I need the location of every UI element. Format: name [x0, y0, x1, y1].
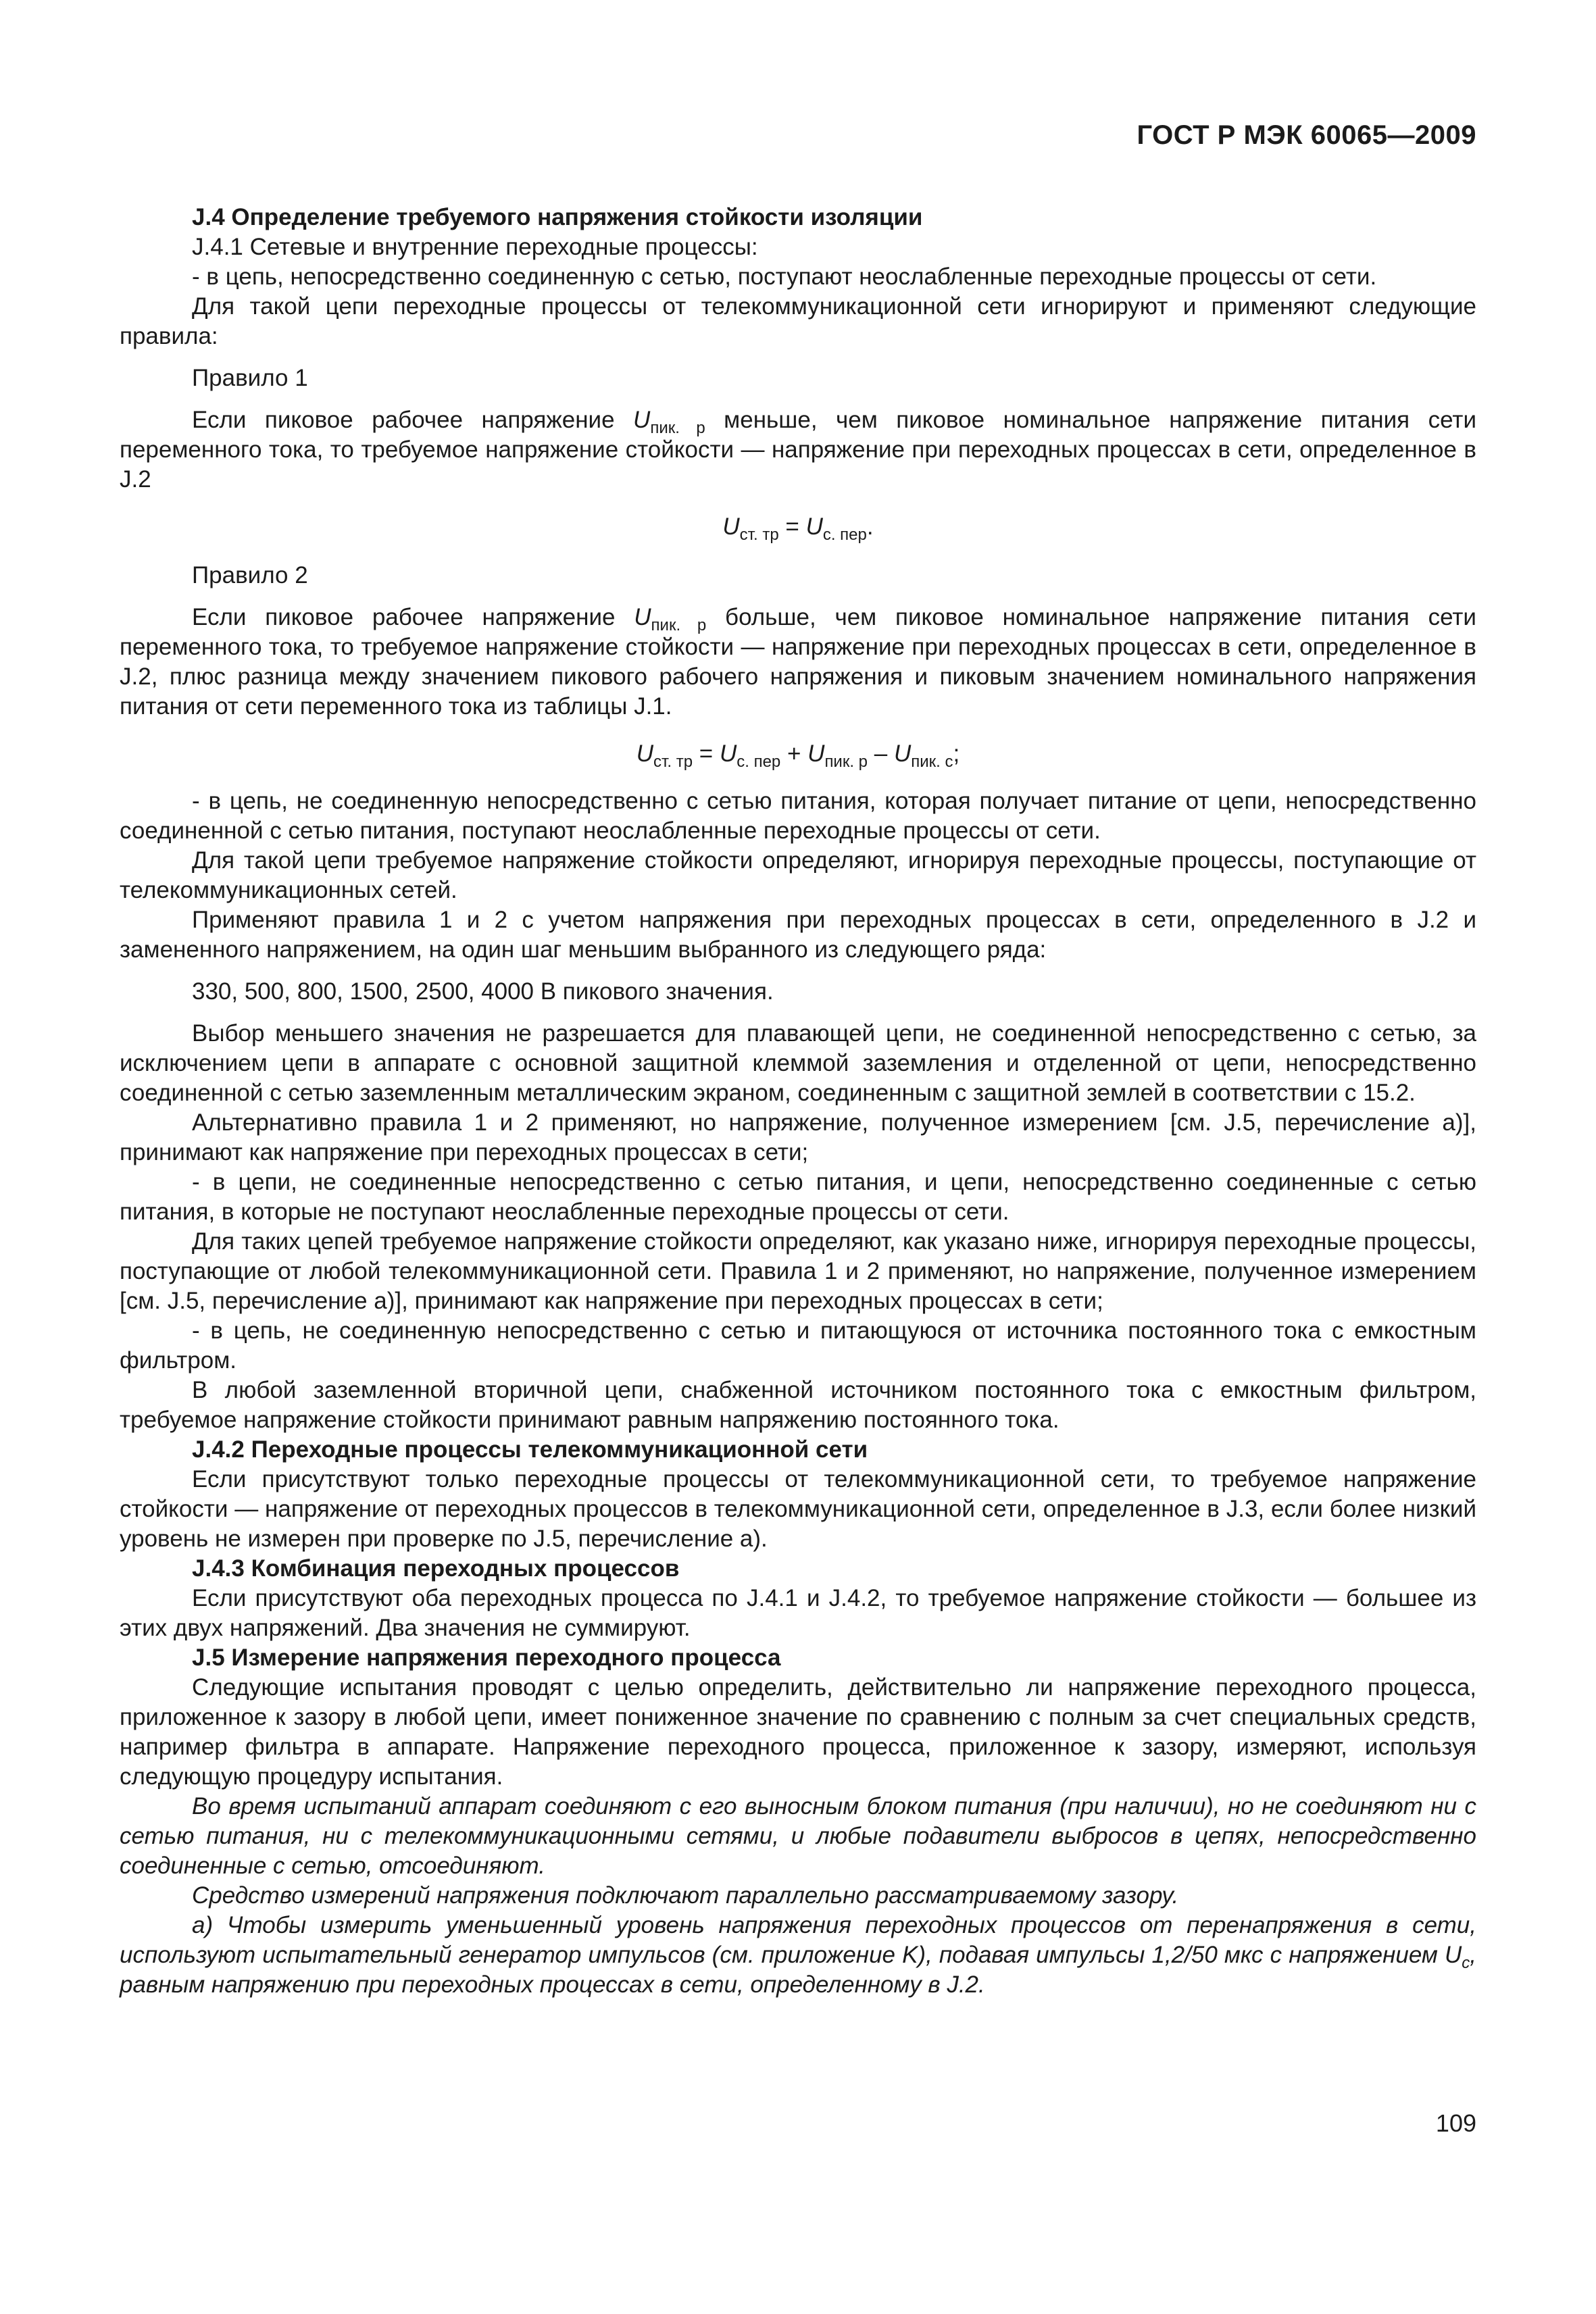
paragraph: Применяют правила 1 и 2 с учетом напряжения при переходных процессах в сети, определенного в J.2 и замененного напряжением, на один шаг меньшим выбранного из следующего ряда: [120, 907, 1476, 963]
rule-1-label: Правило 1 [192, 365, 308, 391]
paragraph: - в цепи, не соединенные непосредственно с сетью питания, и цепи, непосредственно соединенные с сетью питания, в которые не поступают неослабленные переходные процессы от сети. [120, 1169, 1476, 1225]
subsection-j41-title: J.4.1 Сетевые и внутренние переходные процессы: [192, 234, 758, 260]
italic-paragraph: Во время испытаний аппарат соединяют с его выносным блоком питания (при наличии), но не соединяют ни с сетью питания, ни с телекоммуникационными сетями, и любые подавители выбросов в цепях, непосредственно соединенные с сетью, отсоединяют. [120, 1793, 1476, 1879]
paragraph: - в цепь, непосредственно соединенную с сетью, поступают неослабленные переходные процессы от сети. [192, 263, 1377, 290]
paragraph: Если присутствуют только переходные процессы от телекоммуникационной сети, то требуемое напряжение стойкости — напряжение от переходных процессов в телекоммуникационной сети, определенное в J.3, если более низкий уровень не измерен при проверке по J.5, перечисление а). [120, 1466, 1476, 1552]
subsection-j43-title: J.4.3 Комбинация переходных процессов [192, 1555, 680, 1582]
paragraph: Альтернативно правила 1 и 2 применяют, но напряжение, полученное измерением [см. J.5, перечисление а)], принимают как напряжение при переходных процессах в сети; [120, 1109, 1476, 1165]
rule-1-text: Если пиковое рабочее напряжение $U_{пик. р}$ меньше, чем пиковое номинальное напряжение питания сети переменного тока, то требуемое напряжение стойкости — напряжение при переходных процессах в сети, определенное в J.2 [120, 407, 1476, 493]
rule-2-label: Правило 2 [192, 562, 308, 588]
paragraph: Если присутствуют оба переходных процесса по J.4.1 и J.4.2, то требуемое напряжение стойкости — большее из этих двух напряжений. Два значения не суммируют. [120, 1585, 1476, 1641]
formula-2: $U_{ст. тр} = U_{с. пер} + U_{пик. р} - U_{пик. с}$; [636, 740, 960, 771]
paragraph: В любой заземленной вторичной цепи, снабженной источником постоянного тока с емкостным фильтром, требуемое напряжение стойкости принимают равным напряжению постоянного тока. [120, 1377, 1476, 1433]
voltage-series: 330, 500, 800, 1500, 2500, 4000 В пикового значения. [192, 978, 774, 1005]
page-number: 109 [1435, 2109, 1476, 2137]
section-j5-title: J.5 Измерение напряжения переходного процесса [192, 1644, 781, 1671]
rule-2-text: Если пиковое рабочее напряжение $U_{пик. р}$ больше, чем пиковое номинальное напряжение питания сети переменного тока, то требуемое напряжение стойкости — напряжение при переходных процессах в сети, определенное в J.2, плюс разница между значением пикового рабочего напряжения и пиковым значением номинального напряжения питания от сети переменного тока из таблицы J.1. [120, 604, 1476, 720]
standard-header: ГОСТ Р МЭК 60065—2009 [1137, 120, 1476, 150]
paragraph: - в цепь, не соединенную непосредственно с сетью и питающуюся от источника постоянного тока с емкостным фильтром. [120, 1317, 1476, 1374]
section-j4-title: J.4 Определение требуемого напряжения стойкости изоляции [192, 204, 923, 230]
italic-paragraph: а) Чтобы измерить уменьшенный уровень напряжения переходных процессов от перенапряжения в сети, используют испытательный генератор импульсов (см. приложение K), подавая импульсы 1,2/50 мкс с напряжением $U_с$, равным напряжению при переходных процессах в сети, определенному в J.2. [120, 1912, 1476, 1998]
paragraph: Для таких цепей требуемое напряжение стойкости определяют, как указано ниже, игнорируя переходные процессы, поступающие от любой телекоммуникационной сети. Правила 1 и 2 применяют, но напряжение, полученное измерением [см. J.5, перечисление а)], принимают как напряжение при переходных процессах в сети; [120, 1228, 1476, 1314]
paragraph: Для такой цепи переходные процессы от телекоммуникационной сети игнорируют и применяют следующие правила: [120, 293, 1476, 349]
paragraph: Выбор меньшего значения не разрешается для плавающей цепи, не соединенной непосредственно с сетью, за исключением цепи в аппарате с основной защитной клеммой заземления и отделенной от цепи, непосредственно соединенной с сетью заземленным металлическим экраном, соединенным с защитной землей в соответствии с 15.2. [120, 1020, 1476, 1106]
paragraph: Для такой цепи требуемое напряжение стойкости определяют, игнорируя переходные процессы, поступающие от телекоммуникационных сетей. [120, 847, 1476, 903]
italic-paragraph: Средство измерений напряжения подключают параллельно рассматриваемому зазору. [192, 1882, 1179, 1909]
subsection-j42-title: J.4.2 Переходные процессы телекоммуникационной сети [192, 1436, 868, 1463]
formula-1: $U_{ст. тр} = U_{с. пер}$. [722, 513, 874, 544]
body-text [120, 203, 1476, 2000]
paragraph: - в цепь, не соединенную непосредственно с сетью питания, которая получает питание от цепи, непосредственно соединенной с сетью питания, поступают неослабленные переходные процессы от сети. [120, 788, 1476, 844]
paragraph: Следующие испытания проводят с целью определить, действительно ли напряжение переходного процесса, приложенное к зазору в любой цепи, имеет пониженное значение по сравнению с полным за счет специальных средств, например фильтра в аппарате. Напряжение переходного процесса, приложенное к зазору, измеряют, используя следующую процедуру испытания. [120, 1674, 1476, 1790]
